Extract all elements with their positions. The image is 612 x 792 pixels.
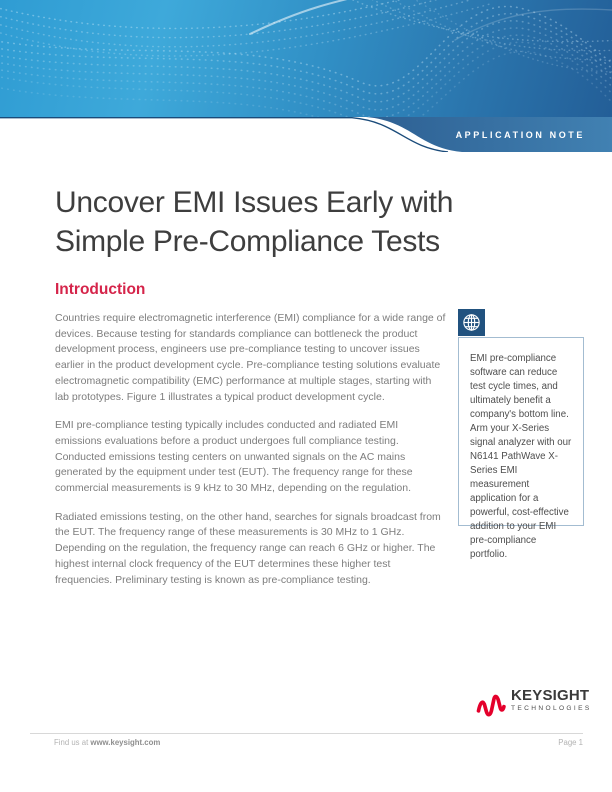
sidebar-callout-text: EMI pre-compliance software can reduce test cycle times, and ultimately benefit a company's bottom line. Arm your X-Series signal analyzer with our N6141 PathWave X-Series EMI measurement application for a powerful, cost-effective addition to your EMI pre-compliance portfolio. xyxy=(470,353,572,560)
banner-wave-graphic xyxy=(0,0,612,117)
logo-name: KEYSIGHT xyxy=(511,687,590,704)
keysight-logo xyxy=(476,688,592,724)
globe-icon-glyph xyxy=(461,312,482,333)
body-text xyxy=(55,311,447,601)
section-heading-introduction: Introduction xyxy=(55,281,146,298)
paragraph-3: Radiated emissions testing, on the other hand, searches for signals broadcast from the EUT. The frequency range of these measurements is 30 MHz to 1 GHz. Depending on the regulation, the frequency range can reach 6 GHz or higher. The highest internal clock frequency of the EUT determines these higher test frequencies. Preliminary testing is known as pre-compliance testing. xyxy=(55,510,441,586)
page-title-line1: Uncover EMI Issues Early with xyxy=(55,186,454,219)
globe-icon xyxy=(458,309,485,336)
banner-dotted-waves xyxy=(0,0,612,117)
page-title-line2: Simple Pre-Compliance Tests xyxy=(55,225,440,258)
paragraph-2: EMI pre-compliance testing typically includes conducted and radiated EMI emissions evaluations before a product undergoes full compliance testing. Conducted emissions testing centers on unwanted signals on the AC mains generated by the equipment under test (EUT). The frequency range for these commercial measurements is 9 kHz to 30 MHz, depending on the regulation. xyxy=(55,419,413,495)
sidebar-callout-box xyxy=(458,337,584,560)
keysight-logo-text xyxy=(511,688,592,712)
application-note-label: APPLICATION NOTE xyxy=(455,129,585,140)
page-number: Page 1 xyxy=(558,738,583,747)
paragraph-1: Countries require electromagnetic interference (EMI) compliance for a wide range of devices. Because testing for standards compliance can bottleneck the product development process, engineers use pre-compliance testing to uncover issues earlier in the product development cycle. Pre-compliance testing solutions evaluate electromagnetic compatibility (EMC) performance at multiple stages, starting with lab prototypes. Figure 1 illustrates a typical product development cycle. xyxy=(55,312,446,403)
footer-find-us xyxy=(54,738,160,747)
page-title xyxy=(55,183,453,261)
logo-subname: TECHNOLOGIES xyxy=(511,705,592,712)
footer-prefix: Find us at xyxy=(54,738,91,747)
footer-divider xyxy=(30,733,583,734)
application-note-bar xyxy=(0,117,612,152)
keysight-waveform-mark-icon xyxy=(476,691,506,724)
keysight-url-link[interactable]: www.keysight.com xyxy=(90,738,161,747)
